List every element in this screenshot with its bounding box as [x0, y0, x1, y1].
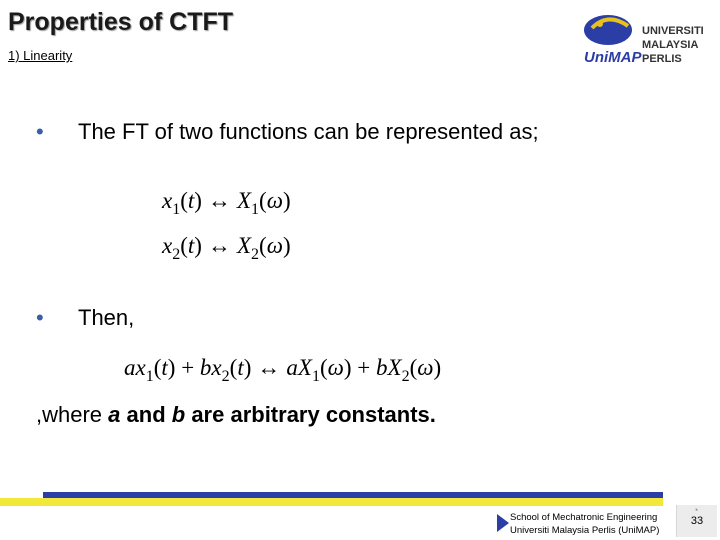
footer-arrow-icon: [497, 514, 509, 532]
note-var-b: b: [171, 402, 186, 427]
logo-brand-text: UniMAP: [584, 49, 642, 66]
note-suffix: are arbitrary constants.: [185, 402, 436, 427]
footer-institution: [510, 511, 659, 537]
page-number: 33: [690, 515, 704, 527]
logo-line-3: PERLIS: [642, 53, 682, 65]
unimap-logo: [580, 8, 720, 68]
note-prefix: ,where: [36, 402, 109, 427]
equation-pair-1: $x_1(t)$ ↔ $X_1(\omega)$: [162, 188, 291, 218]
footer-line-1: School of Mechatronic Engineering: [510, 512, 658, 523]
footer-yellow-bar: [0, 498, 663, 506]
bullet-text: The FT of two functions can be represented as;: [78, 119, 539, 144]
equation-linearity: $ax_1(t) + bx_2(t)$ ↔ $aX_1(\omega) + bX_2(\omega)$: [124, 355, 442, 385]
equation-pair-2: $x_2(t)$ ↔ $X_2(\omega)$: [162, 233, 291, 263]
bullet-marker: •: [36, 305, 44, 330]
page-number-box: [676, 505, 717, 537]
bullet-text: Then,: [78, 305, 135, 330]
constants-note: [36, 402, 436, 428]
note-and: and: [120, 402, 172, 427]
slide-title: Properties of CTFT: [8, 8, 234, 36]
bullet-marker: •: [36, 119, 44, 144]
logo-line-1: UNIVERSITI: [642, 25, 704, 37]
note-var-a: a: [108, 402, 121, 427]
logo-line-2: MALAYSIA: [642, 39, 699, 51]
slide-subtitle: 1) Linearity: [8, 48, 73, 63]
footer-line-2: Universiti Malaysia Perlis (UniMAP): [510, 525, 660, 536]
page-corner-icon: ◔: [693, 505, 699, 515]
